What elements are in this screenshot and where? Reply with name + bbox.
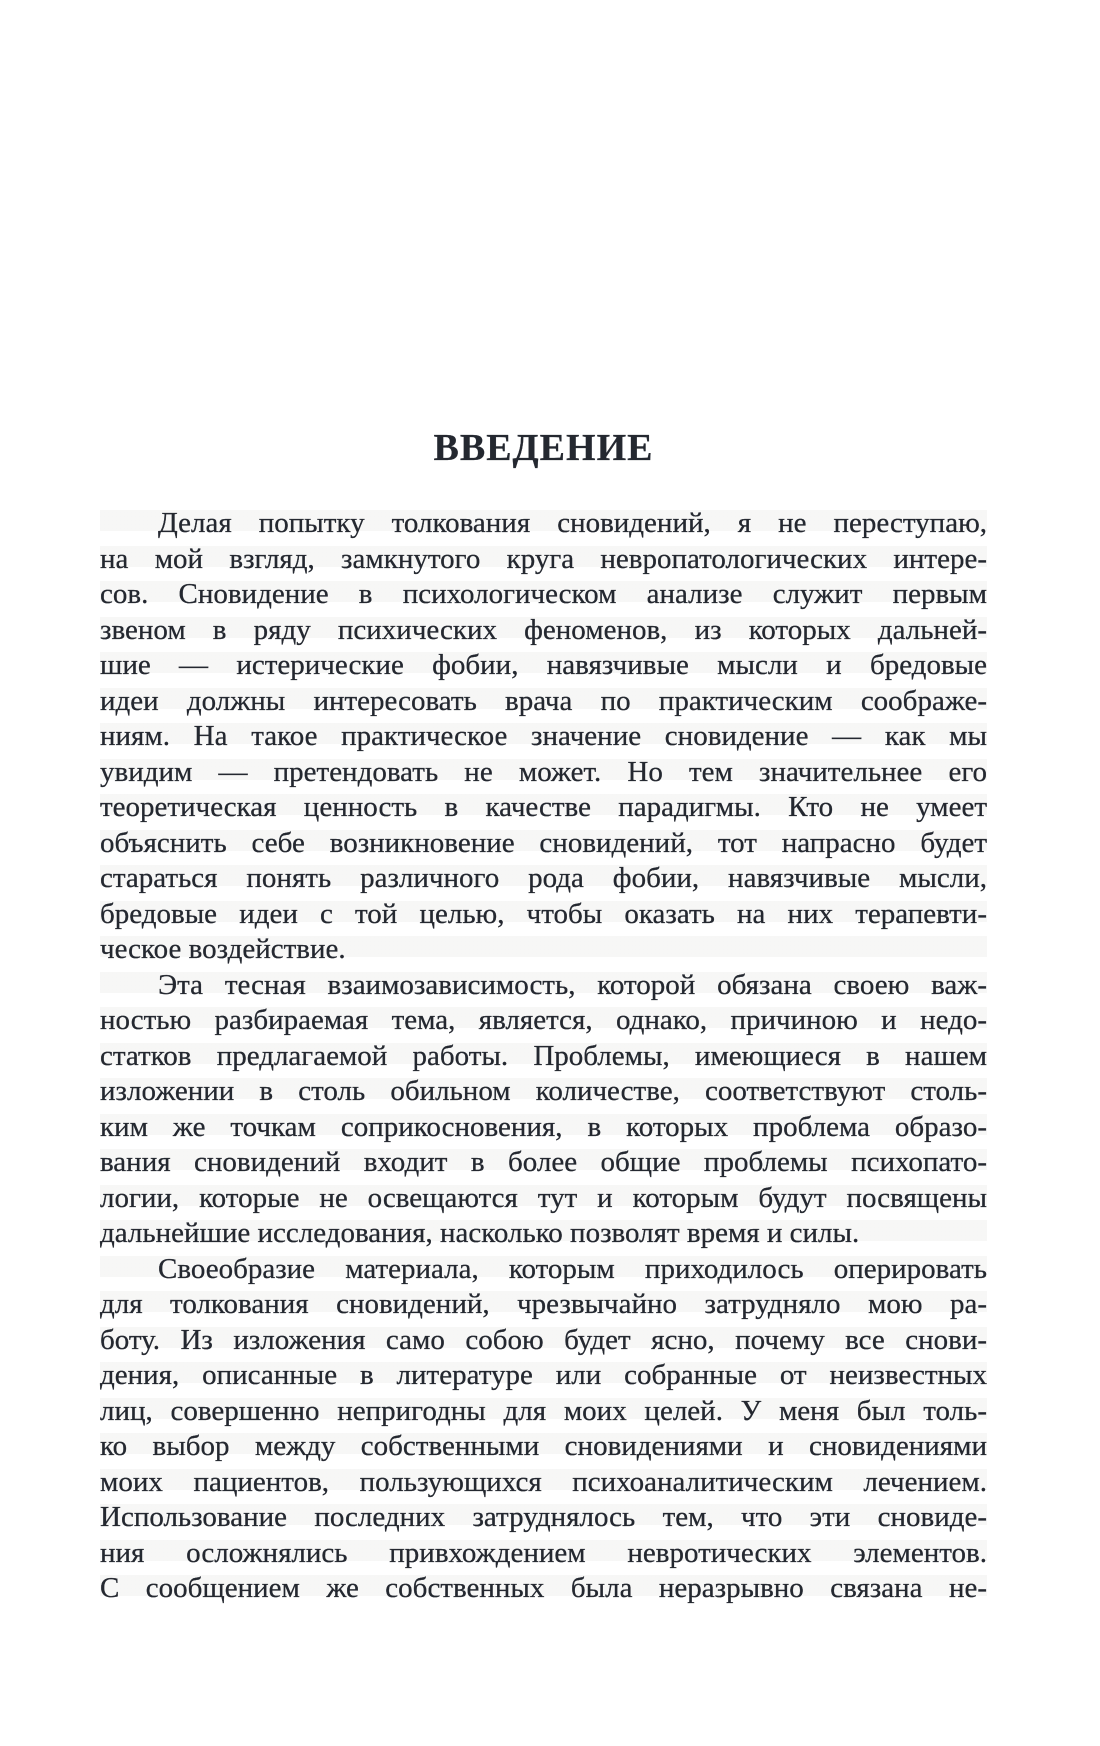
- text-line: ческое воздействие.: [100, 932, 987, 968]
- text-line: статков предлагаемой работы. Проблемы, имеющиеся в нашем: [100, 1039, 987, 1075]
- text-line: бредовые идеи с той целью, чтобы оказать на них терапевти-: [100, 897, 987, 933]
- text-line: ко выбор между собственными сновидениями и сновидениями: [100, 1429, 987, 1465]
- text-line: для толкования сновидений, чрезвычайно затрудняло мою ра-: [100, 1287, 987, 1323]
- text-line: ностью разбираемая тема, является, однако, причиною и недо-: [100, 1003, 987, 1039]
- text-line: Делая попытку толкования сновидений, я не переступаю,: [100, 506, 987, 542]
- text-line: увидим — претендовать не может. Но тем значительнее его: [100, 755, 987, 791]
- text-line: шие — истерические фобии, навязчивые мысли и бредовые: [100, 648, 987, 684]
- text-line: ниям. На такое практическое значение сновидение — как мы: [100, 719, 987, 755]
- paragraph: [100, 1252, 987, 1607]
- text-line: стараться понять различного рода фобии, навязчивые мысли,: [100, 861, 987, 897]
- text-line: идеи должны интересовать врача по практическим соображе-: [100, 684, 987, 720]
- text-line: звеном в ряду психических феноменов, из которых дальней-: [100, 613, 987, 649]
- text-line: дальнейшие исследования, насколько позволят время и силы.: [100, 1216, 987, 1252]
- text-line: на мой взгляд, замкнутого круга невропатологических интере-: [100, 542, 987, 578]
- text-line: С сообщением же собственных была неразрывно связана не-: [100, 1571, 987, 1607]
- text-line: объяснить себе возникновение сновидений, тот напрасно будет: [100, 826, 987, 862]
- text-line: сов. Сновидение в психологическом анализе служит первым: [100, 577, 987, 613]
- text-line: Эта тесная взаимозависимость, которой обязана своею важ-: [100, 968, 987, 1004]
- text-line: изложении в столь обильном количестве, соответствуют столь-: [100, 1074, 987, 1110]
- text-line: ким же точкам соприкосновения, в которых проблема образо-: [100, 1110, 987, 1146]
- paragraph: [100, 968, 987, 1252]
- body-text: [100, 506, 987, 1607]
- text-line: лиц, совершенно непригодны для моих целей. У меня был толь-: [100, 1394, 987, 1430]
- text-line: теоретическая ценность в качестве парадигмы. Кто не умеет: [100, 790, 987, 826]
- text-line: моих пациентов, пользующихся психоаналитическим лечением.: [100, 1465, 987, 1501]
- text-line: вания сновидений входит в более общие проблемы психопато-: [100, 1145, 987, 1181]
- text-line: Использование последних затруднялось тем, что эти сновиде-: [100, 1500, 987, 1536]
- chapter-title: ВВЕДЕНИЕ: [433, 427, 654, 469]
- text-line: дения, описанные в литературе или собранные от неизвестных: [100, 1358, 987, 1394]
- paragraph: [100, 506, 987, 968]
- text-line: ния осложнялись привхождением невротических элементов.: [100, 1536, 987, 1572]
- text-line: логии, которые не освещаются тут и которым будут посвящены: [100, 1181, 987, 1217]
- text-line: боту. Из изложения само собою будет ясно, почему все снови-: [100, 1323, 987, 1359]
- text-line: Своеобразие материала, которым приходилось оперировать: [100, 1252, 987, 1288]
